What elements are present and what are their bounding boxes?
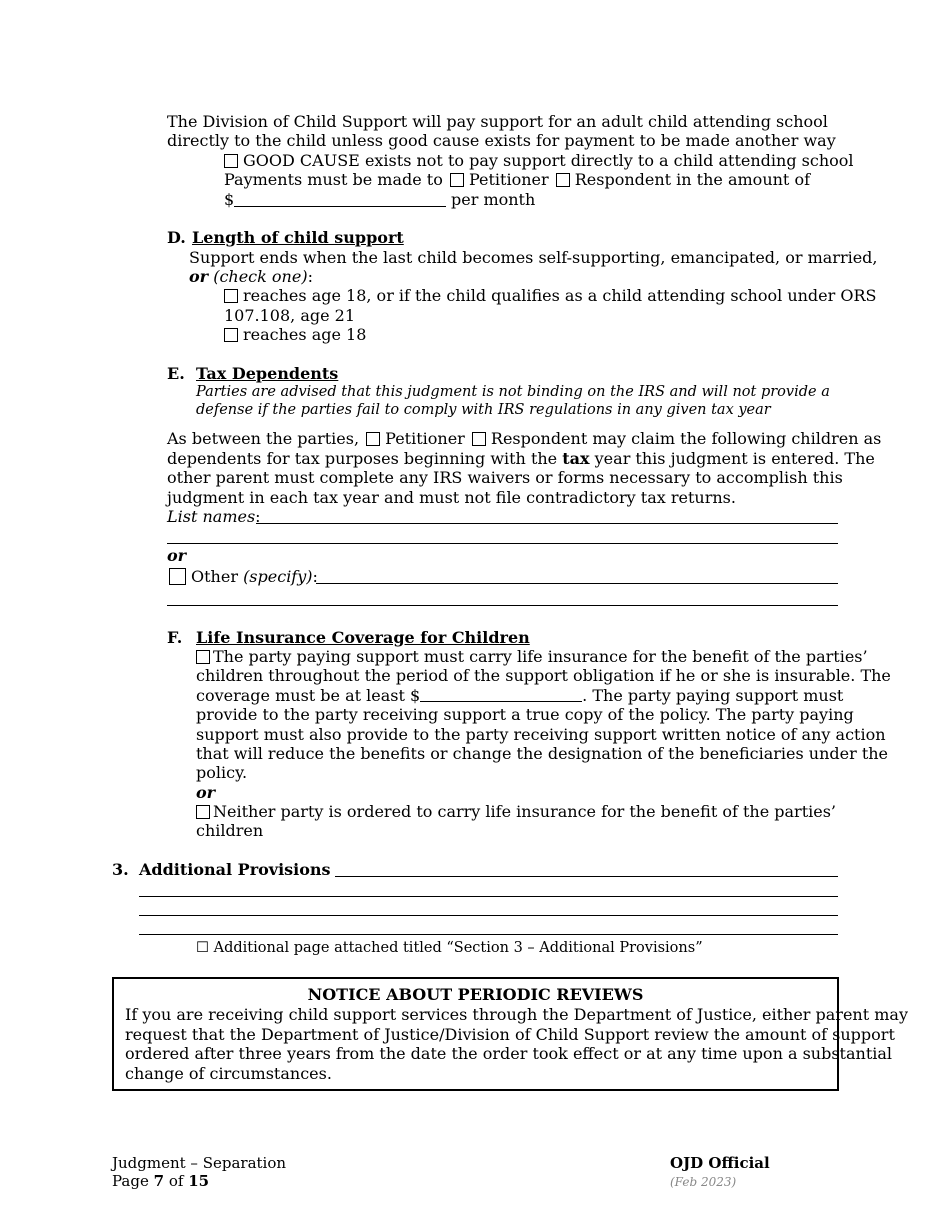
section-f-l3 xyxy=(196,686,843,705)
notice-title: NOTICE ABOUT PERIODIC REVIEWS xyxy=(307,985,644,1004)
footer-page-num: 7 xyxy=(153,1172,165,1190)
notice-line3: ordered after three years from the date the order took effect or at any time upon a substantial xyxy=(125,1044,893,1063)
section-d-or: or xyxy=(189,267,209,286)
good-cause-label: GOOD CAUSE exists not to pay support directly to a child attending school xyxy=(243,151,854,170)
section-d-colon: : xyxy=(307,267,313,286)
notice-line1: If you are receiving child support services through the Department of Justice, either parent may xyxy=(125,1005,908,1024)
section-d-opt2 xyxy=(224,325,366,344)
life-insurance-checkbox[interactable] xyxy=(196,650,210,664)
notice-box xyxy=(112,977,908,1091)
other-specify-field-2[interactable] xyxy=(167,605,838,606)
section-e-letter: E. xyxy=(167,364,185,383)
age-18-label: reaches age 18 xyxy=(243,325,367,344)
footer-date: (Feb 2023) xyxy=(670,1175,737,1189)
other-specify: (specify) xyxy=(243,567,313,586)
section-e-p2 xyxy=(167,449,875,468)
additional-provisions-field[interactable] xyxy=(335,876,838,877)
additional-page-attached[interactable]: ☐ Additional page attached titled “Section 3 – Additional Provisions” xyxy=(196,940,703,956)
list-names-field[interactable] xyxy=(256,523,838,524)
tax-petitioner-checkbox[interactable] xyxy=(366,432,380,446)
section-e-or: or xyxy=(167,546,187,565)
list-names-text: List names xyxy=(167,507,256,526)
section-d-line1: Support ends when the last child becomes self-supporting, emancipated, or married, xyxy=(189,248,878,267)
notice-line2: request that the Department of Justice/Division of Child Support review the amount of support xyxy=(125,1025,895,1044)
list-names-label xyxy=(167,507,261,526)
other-checkbox[interactable] xyxy=(169,568,186,585)
section-f-n2: children xyxy=(196,821,264,840)
payments-petitioner-checkbox[interactable] xyxy=(450,173,464,187)
section-e-note2: defense if the parties fail to comply with IRS regulations in any given tax year xyxy=(196,402,771,418)
per-month-label: per month xyxy=(451,190,536,209)
other-label: Other xyxy=(191,567,238,586)
section-e-p2-suffix: year this judgment is entered. The xyxy=(594,449,875,468)
footer-doc-title: Judgment – Separation xyxy=(112,1154,287,1172)
section-f-l3-prefix: coverage must be at least $ xyxy=(196,686,421,705)
age-18-checkbox[interactable] xyxy=(224,328,238,342)
section-f-l1-text: The party paying support must carry life insurance for the benefit of the parties’ xyxy=(213,647,868,666)
adult-child-line1: The Division of Child Support will pay support for an adult child attending school xyxy=(167,112,828,131)
section-d-opt1 xyxy=(224,286,877,305)
tax-respondent-checkbox[interactable] xyxy=(472,432,486,446)
per-month-amount-field[interactable] xyxy=(234,206,446,207)
other-row xyxy=(169,567,318,586)
section-e-note1: Parties are advised that this judgment is not binding on the IRS and will not provide a xyxy=(196,384,830,400)
payments-prefix: Payments must be made to xyxy=(224,170,443,189)
additional-provisions-field-3[interactable] xyxy=(139,915,838,916)
coverage-amount-field[interactable] xyxy=(420,687,582,702)
other-specify-field[interactable] xyxy=(316,583,838,584)
tax-petitioner-label: Petitioner xyxy=(385,429,465,448)
section-f-letter: F. xyxy=(167,628,183,647)
section-e-p1 xyxy=(167,429,881,448)
section-e-p1-prefix: As between the parties, xyxy=(167,429,360,448)
section-e-p3: other parent must complete any IRS waivers or forms necessary to accomplish this xyxy=(167,468,843,487)
section-e-p2-prefix: dependents for tax purposes beginning with the xyxy=(167,449,558,468)
additional-provisions-field-4[interactable] xyxy=(139,934,838,935)
dollar-sign: $ xyxy=(224,190,235,209)
section-f-l3-suffix: . The party paying support must xyxy=(582,686,844,705)
additional-provisions-field-2[interactable] xyxy=(139,896,838,897)
adult-child-line2: directly to the child unless good cause exists for payment to be made another way xyxy=(167,131,836,150)
section-f-l6: that will reduce the benefits or change the designation of the beneficiaries under the xyxy=(196,744,889,763)
section-f-l2: children throughout the period of the support obligation if he or she is insurable. The xyxy=(196,666,891,685)
age-21-label: reaches age 18, or if the child qualifies as a child attending school under ORS xyxy=(243,286,877,305)
list-names-field-2[interactable] xyxy=(167,543,838,544)
section-f-n1 xyxy=(196,802,836,821)
section-f-or: or xyxy=(196,783,216,802)
section-f-l4: provide to the party receiving support a true copy of the policy. The party paying xyxy=(196,705,854,724)
section-f-l5: support must also provide to the party receiving support written notice of any action xyxy=(196,725,886,744)
no-life-insurance-checkbox[interactable] xyxy=(196,805,210,819)
section-d-opt1-line2: 107.108, age 21 xyxy=(224,306,356,325)
section-d-check-one xyxy=(189,267,313,286)
section-f-l7: policy. xyxy=(196,763,248,782)
section-d-title: Length of child support xyxy=(192,228,404,247)
payments-row xyxy=(224,170,810,189)
list-names-colon: : xyxy=(255,507,261,526)
section-e-p1-suffix: Respondent may claim the following children as xyxy=(490,429,882,448)
section-3-number: 3. xyxy=(112,860,129,879)
section-f-title: Life Insurance Coverage for Children xyxy=(196,628,530,647)
footer-of-word: of xyxy=(168,1172,184,1190)
footer-page-total: 15 xyxy=(188,1172,210,1190)
section-3-title: Additional Provisions xyxy=(139,860,331,879)
section-e-p4: judgment in each tax year and must not file contradictory tax returns. xyxy=(167,488,736,507)
section-f-n1-text: Neither party is ordered to carry life insurance for the benefit of the parties’ xyxy=(213,802,837,821)
footer-page-word: Page xyxy=(112,1172,149,1190)
section-d-check-one-label: (check one) xyxy=(213,267,308,286)
footer-official: OJD Official xyxy=(670,1154,770,1172)
notice-line4: change of circumstances. xyxy=(125,1064,332,1083)
payments-petitioner-label: Petitioner xyxy=(468,170,549,189)
other-colon: : xyxy=(312,567,318,586)
section-d-letter: D. xyxy=(167,228,186,247)
section-f-l1 xyxy=(196,647,868,666)
payments-respondent-label: Respondent in the amount of xyxy=(574,170,810,189)
section-e-p2-bold: tax xyxy=(562,449,590,468)
good-cause-row xyxy=(224,151,854,170)
age-21-checkbox[interactable] xyxy=(224,289,238,303)
footer-page xyxy=(112,1172,209,1190)
section-e-title: Tax Dependents xyxy=(196,364,339,383)
payments-respondent-checkbox[interactable] xyxy=(556,173,570,187)
good-cause-checkbox[interactable] xyxy=(224,154,238,168)
